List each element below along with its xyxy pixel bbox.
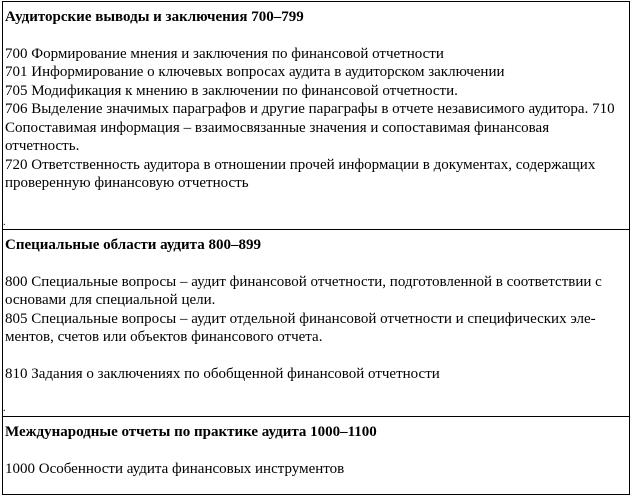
spacer	[5, 27, 627, 45]
list-item: 1000 Особенности аудита финансовых инструментов	[5, 460, 345, 477]
table-row	[3, 417, 630, 495]
list-item: 706 Выделение значимых параграфов и другие параграфы в отчете независимого аудитора. 710 Сопоставимая информация – взаимосвязанные значения и сопоставимая финансовая отчетность.	[5, 101, 615, 154]
section-title: Международные отчеты по практике аудита 1000–1100	[5, 424, 377, 440]
list-item: 800 Специальные вопросы – аудит финансовой отчетности, подготовленной в соответствии с основами для специальной цели.	[5, 273, 602, 308]
list-item: 705 Модификация к мнению в заключении по финансовой отчетности.	[5, 82, 458, 99]
section-cell	[3, 417, 630, 495]
standards-table	[2, 1, 630, 495]
section-title: Специальные области аудита 800–899	[5, 237, 261, 253]
table-row	[3, 2, 630, 230]
section-cell	[3, 2, 630, 230]
list-item: 701 Информирование о ключевых вопросах аудита в аудиторском заключении	[5, 64, 505, 80]
table-row	[3, 230, 630, 417]
spacer	[5, 347, 627, 365]
stray-mark: .	[3, 217, 6, 228]
section-cell	[3, 230, 630, 417]
spacer	[5, 255, 627, 273]
stray-mark: .	[3, 403, 6, 414]
list-item: 700 Формирование мнения и заключения по финансовой отчетности	[5, 45, 444, 62]
spacer	[5, 442, 627, 460]
section-title: Аудиторские выводы и заключения 700–799	[5, 9, 304, 25]
list-item: 720 Ответственность аудитора в отношении прочей информации в документах, содержащих проверенную финансовую отчетность	[5, 156, 596, 191]
list-item: 805 Специальные вопросы – аудит отдельной финансовой отчетности и специфических эле- ментов, счетов или объектов финансового отчета.	[5, 310, 596, 345]
list-item: 810 Задания о заключениях по обобщенной финансовой отчетности	[5, 365, 440, 382]
